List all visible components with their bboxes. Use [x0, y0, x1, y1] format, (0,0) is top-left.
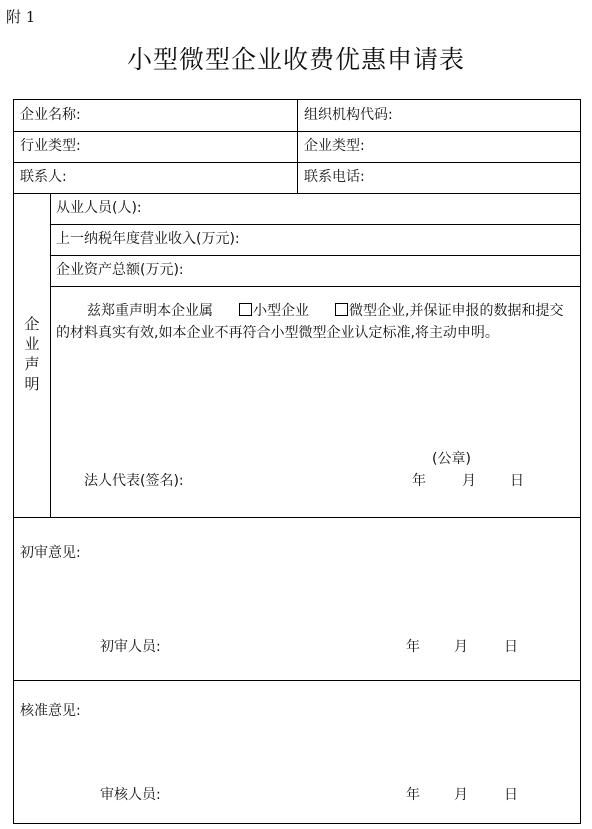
small-enterprise-checkbox[interactable] [239, 303, 252, 316]
employees-field[interactable]: 从业人员(人): [56, 200, 142, 216]
column-divider [297, 100, 298, 193]
approval-date-year: 年 [406, 787, 420, 803]
official-seal-label: (公章) [432, 451, 471, 467]
micro-enterprise-label: 微型企业 [349, 303, 405, 319]
row-divider [14, 517, 580, 518]
org-code-field[interactable]: 组织机构代码: [304, 107, 393, 123]
approval-date-month: 月 [454, 787, 468, 803]
company-type-field[interactable]: 企业类型: [304, 138, 365, 154]
declaration-date-year: 年 [412, 473, 426, 489]
preliminary-reviewer-field[interactable]: 初审人员: [100, 639, 161, 655]
attachment-label: 附 1 [6, 8, 36, 26]
preliminary-date-month: 月 [454, 639, 468, 655]
row-divider [14, 680, 580, 681]
row-divider [50, 286, 580, 287]
row-divider [50, 224, 580, 225]
preliminary-opinion-field[interactable]: 初审意见: [20, 545, 81, 561]
declaration-text: 兹郑重声明本企业属 小型企业 微型企业,并保证申报的数据和提交的材料真实有效,如本企业不再符合小型微型企业认定标准,将主动申明。 [56, 303, 564, 341]
preliminary-date-year: 年 [406, 639, 420, 655]
approval-date-day: 日 [504, 787, 518, 803]
application-form-table [13, 99, 581, 824]
form-title: 小型微型企业收费优惠申请表 [126, 45, 465, 74]
total-assets-field[interactable]: 企业资产总额(万元): [56, 262, 184, 278]
row-divider [50, 255, 580, 256]
declaration-vertical-label: 企 业 声 明 [24, 315, 40, 393]
revenue-field[interactable]: 上一纳税年度营业收入(万元): [56, 231, 240, 247]
declaration-date-month: 月 [462, 473, 476, 489]
declaration-date-day: 日 [510, 473, 524, 489]
approval-opinion-field[interactable]: 核准意见: [20, 703, 81, 719]
contact-phone-field[interactable]: 联系电话: [304, 169, 365, 185]
industry-type-field[interactable]: 行业类型: [20, 138, 81, 154]
approval-reviewer-field[interactable]: 审核人员: [100, 787, 161, 803]
company-name-field[interactable]: 企业名称: [20, 107, 81, 123]
preliminary-date-day: 日 [504, 639, 518, 655]
row-divider [14, 193, 580, 194]
small-enterprise-label: 小型企业 [253, 303, 309, 319]
contact-person-field[interactable]: 联系人: [20, 169, 67, 185]
micro-enterprise-checkbox[interactable] [335, 303, 348, 316]
legal-rep-signature-field[interactable]: 法人代表(签名): [84, 473, 184, 489]
column-divider [50, 193, 51, 517]
